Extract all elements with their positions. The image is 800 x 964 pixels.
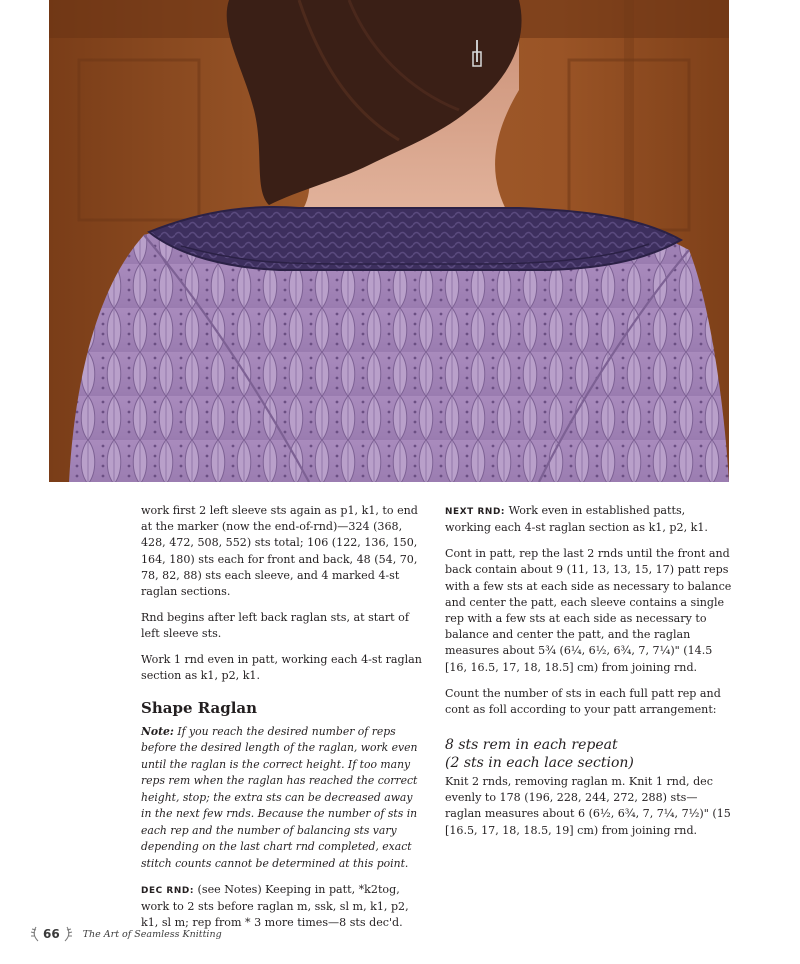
page-number: 66 [43, 927, 60, 941]
left-column [141, 503, 423, 941]
sweater-photo [49, 0, 729, 482]
subsection-heading [445, 736, 732, 772]
right-sprig-icon [63, 926, 73, 942]
section-heading: Shape Raglan [141, 698, 258, 717]
body-paragraph: Rnd begins after left back raglan sts, at start of left sleeve sts. [141, 611, 409, 641]
note-paragraph [141, 724, 423, 873]
page-footer [30, 924, 222, 944]
next-rnd-label: NEXT RND: [445, 507, 506, 517]
dec-rnd-text: (see Notes) Keeping in patt, *k2tog, work to 2 sts before raglan m, ssk, sl m, k1, p2, k1, sl m; rep from * 3 more times—8 sts dec'd. [141, 882, 409, 930]
book-title: The Art of Seamless Knitting [82, 928, 222, 940]
body-paragraph: Work 1 rnd even in patt, working each 4-st raglan section as k1, p2, k1. [141, 653, 422, 683]
left-sprig-icon [30, 926, 40, 942]
body-paragraph: Count the number of sts in each full patt rep and cont as foll according to your patt arrangement: [445, 686, 721, 716]
sweater-photo-illustration [49, 0, 729, 482]
body-paragraph: Cont in patt, rep the last 2 rnds until the front and back contain about 9 (11, 13, 13, 15, 17) patt reps with a few sts at each side as necessary to balance and center the patt, each sleeve contains a single rep with a few sts at each side as necessary to balance and center the patt, and the raglan measures about 5¾ (6¼, 6½, 6¾, 7, 7¼)" (14.5 [16, 16.5, 17, 18, 18.5] cm) from joining rnd. [445, 547, 732, 674]
subhead-line-1: 8 sts rem in each repeat [445, 737, 618, 754]
body-paragraph: work first 2 left sleeve sts again as p1, k1, to end at the marker (now the end-of-rnd)—324 (368, 428, 472, 508, 552) sts total; 106 (122, 136, 150, 164, 180) sts each for front and back, 48 (54, 70, 78, 82, 88) sts each sleeve, and 4 marked 4-st raglan sections. [141, 504, 418, 599]
note-label: Note: [141, 724, 174, 738]
note-text: If you reach the desired number of reps before the desired length of the raglan, work even until the raglan is the correct height. If too many reps rem when the raglan has reached the correct height, stop; the extra sts can be decreased away in the next few rnds. Because the number of sts in each rep and the number of balancing sts vary depending on the last chart rnd completed, exact stitch counts cannot be determined at this point. [141, 724, 418, 870]
subhead-line-2: (2 sts in each lace section) [445, 755, 634, 772]
next-rnd-text: Work even in established patts, working each 4-st raglan section as k1, p2, k1. [445, 504, 708, 535]
dec-rnd-label: DEC RND: [141, 885, 195, 896]
body-paragraph: Knit 2 rnds, removing raglan m. Knit 1 rnd, dec evenly to 178 (196, 228, 244, 272, 288) sts—raglan measures about 6 (6½, 6¾, 7, 7¼, 7½)" (15 [16.5, 17, 18, 18.5, 19] cm) from joining rnd. [445, 775, 731, 837]
instruction-paragraph [445, 503, 732, 536]
right-column [445, 503, 732, 849]
